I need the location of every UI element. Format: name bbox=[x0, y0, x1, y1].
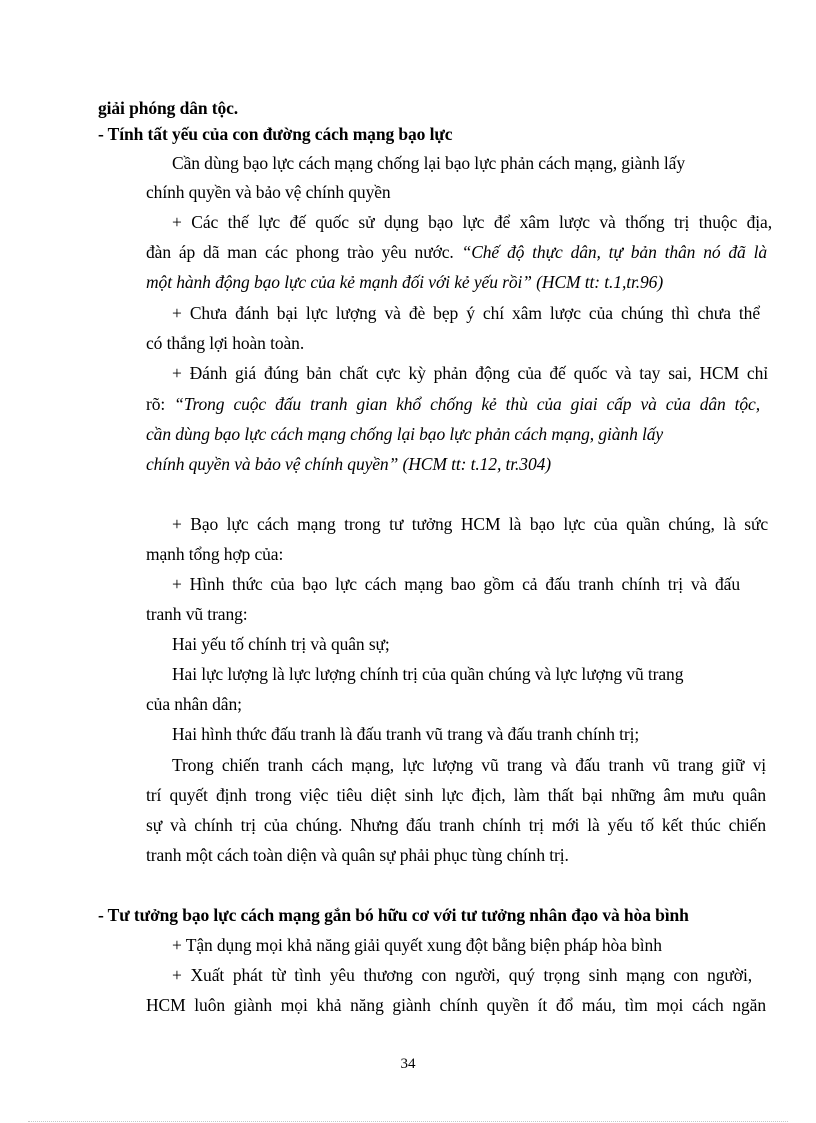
section-heading: - Tư tưởng bạo lực cách mạng gắn bó hữu cơ với tư tưởng nhân đạo và hòa bình bbox=[98, 905, 689, 925]
text-line: Cần dùng bạo lực cách mạng chống lại bạo lực phản cách mạng, giành lấy bbox=[172, 153, 685, 173]
text-line: Hai yếu tố chính trị và quân sự; bbox=[172, 634, 390, 654]
text-line: giải phóng dân tộc. bbox=[98, 98, 239, 118]
text-line: tranh vũ trang: bbox=[146, 604, 248, 624]
text-line: có thắng lợi hoàn toàn. bbox=[146, 333, 305, 353]
text-line: + Xuất phát từ tình yêu thương con người, quý trọng sinh mạng con người, bbox=[172, 965, 752, 985]
text-line: + Các thế lực đế quốc sử dụng bạo lực để xâm lược và thống trị thuộc địa, bbox=[172, 212, 772, 232]
section-heading: - Tính tất yếu của con đường cách mạng bạo lực bbox=[98, 124, 453, 144]
text-line: + Bạo lực cách mạng trong tư tưởng HCM là bạo lực của quần chúng, là sức bbox=[172, 514, 768, 534]
text-line: HCM luôn giành mọi khả năng giành chính quyền ít đổ máu, tìm mọi cách ngăn bbox=[146, 995, 766, 1015]
text-line: + Tận dụng mọi khả năng giải quyết xung đột bằng biện pháp hòa bình bbox=[172, 935, 662, 955]
text-line: sự và chính trị của chúng. Nhưng đấu tranh chính trị mới là yếu tố kết thúc chiến bbox=[146, 815, 766, 835]
text-line: trí quyết định trong việc tiêu diệt sinh lực địch, làm thất bại những âm mưu quân bbox=[146, 785, 766, 805]
quote-line: một hành động bạo lực của kẻ mạnh đối với kẻ yếu rồi” (HCM tt: t.1,tr.96) bbox=[146, 272, 664, 292]
text-line: mạnh tổng hợp của: bbox=[146, 544, 284, 564]
text-line: + Hình thức của bạo lực cách mạng bao gồm cả đấu tranh chính trị và đấu bbox=[172, 574, 740, 594]
text-line: + Chưa đánh bại lực lượng và đè bẹp ý chí xâm lược của chúng thì chưa thể bbox=[172, 303, 760, 323]
page-bottom-divider bbox=[28, 1121, 788, 1122]
quote-line: cần dùng bạo lực cách mạng chống lại bạo lực phản cách mạng, giành lấy bbox=[146, 424, 664, 444]
text-line: rõ: “Trong cuộc đấu tranh gian khổ chống kẻ thù của giai cấp và của dân tộc, bbox=[146, 394, 760, 414]
text-line: đàn áp dã man các phong trào yêu nước. “Chế độ thực dân, tự bản thân nó đã là bbox=[146, 242, 767, 262]
text-line: + Đánh giá đúng bản chất cực kỳ phản động của đế quốc và tay sai, HCM chỉ bbox=[172, 363, 768, 383]
quote-line: chính quyền và bảo vệ chính quyền” (HCM tt: t.12, tr.304) bbox=[146, 454, 551, 474]
text-line: của nhân dân; bbox=[146, 694, 242, 714]
text-line: Hai lực lượng là lực lượng chính trị của quần chúng và lực lượng vũ trang bbox=[172, 664, 684, 684]
text-line: tranh một cách toàn diện và quân sự phải phục tùng chính trị. bbox=[146, 845, 569, 865]
text-line: chính quyền và bảo vệ chính quyền bbox=[146, 182, 391, 202]
page-number: 34 bbox=[400, 1056, 416, 1072]
text-line: Trong chiến tranh cách mạng, lực lượng vũ trang và đấu tranh vũ trang giữ vị bbox=[172, 755, 766, 775]
text-line: Hai hình thức đấu tranh là đấu tranh vũ trang và đấu tranh chính trị; bbox=[172, 724, 640, 744]
